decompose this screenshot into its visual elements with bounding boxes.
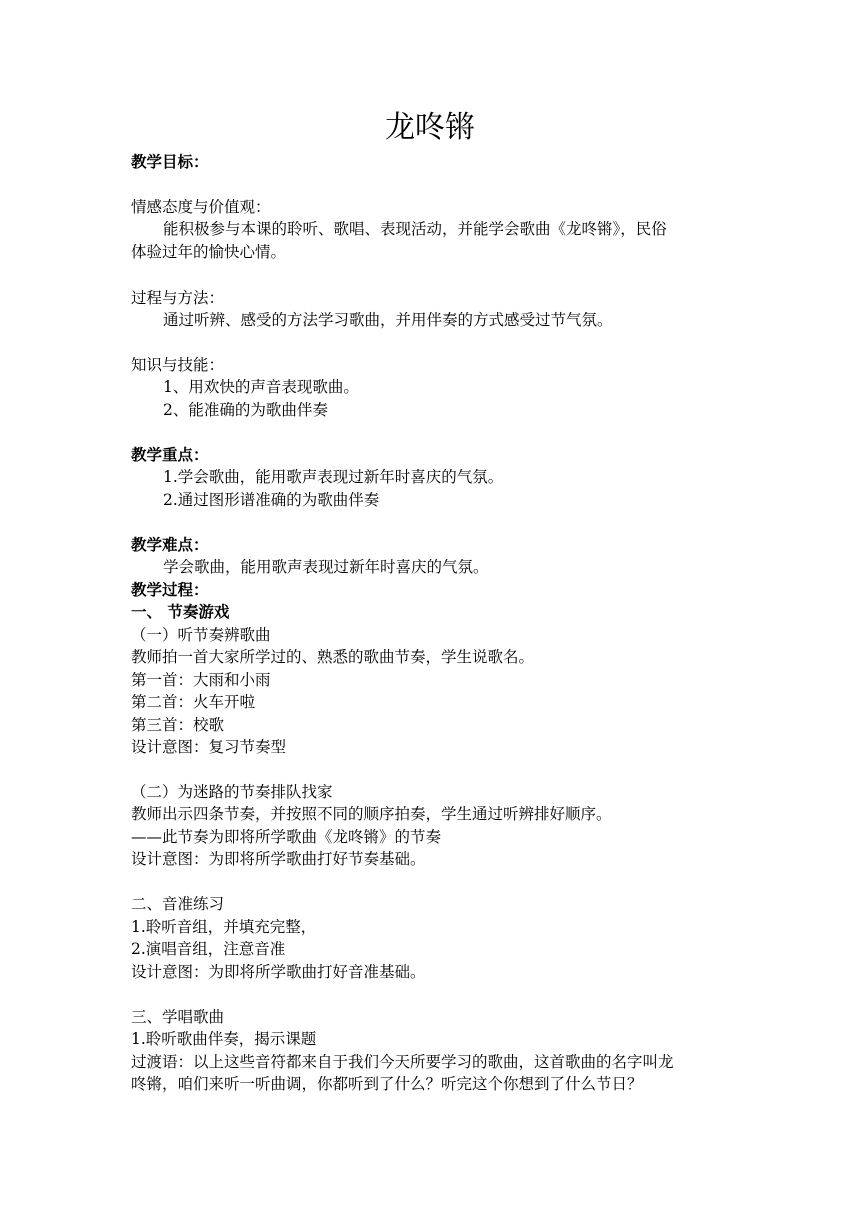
part1-sub2-heading: （二）为迷路的节奏排队找家 <box>131 783 333 801</box>
design-intent-3: 设计意图：为即将所学歌曲打好音准基础。 <box>131 963 426 981</box>
part3-item-1: 1.聆听歌曲伴奏，揭示课题 <box>131 1030 317 1048</box>
design-intent-2: 设计意图：为即将所学歌曲打好节奏基础。 <box>131 850 426 868</box>
part1-sub1-text: 教师拍一首大家所学过的、熟悉的歌曲节奏，学生说歌名。 <box>131 648 535 666</box>
emotion-text-line-2: 体验过年的愉快心情。 <box>131 243 287 261</box>
part1-sub2-note: ——此节奏为即将所学歌曲《龙咚锵》的节奏 <box>131 828 442 846</box>
transition-line-2: 咚锵，咱们来听一听曲调，你都听到了什么？听完这个你想到了什么节日？ <box>131 1075 643 1093</box>
goals-heading: 教学目标： <box>131 152 209 171</box>
document-title: 龙咚锵 <box>385 110 475 145</box>
part3-heading: 三、学唱歌曲 <box>131 1008 225 1026</box>
song-item-2: 第二首：火车开啦 <box>131 693 256 711</box>
skills-item-1: 1、用欢快的声音表现歌曲。 <box>163 378 359 396</box>
key-points-item-2: 2.通过图形谱准确的为歌曲伴奏 <box>163 491 380 509</box>
emotion-text-line-1: 能积极参与本课的聆听、歌唱、表现活动，并能学会歌曲《龙咚锵》，民俗 <box>163 220 667 238</box>
design-intent-1: 设计意图：复习节奏型 <box>131 738 287 756</box>
difficulty-text: 学会歌曲，能用歌声表现过新年时喜庆的气氛。 <box>163 558 489 576</box>
song-item-3: 第三首：校歌 <box>131 716 225 734</box>
skills-heading: 知识与技能： <box>131 356 225 374</box>
key-points-item-1: 1.学会歌曲，能用歌声表现过新年时喜庆的气氛。 <box>163 468 504 486</box>
part1-sub1-heading: （一）听节奏辨歌曲 <box>131 626 271 644</box>
transition-line-1: 过渡语：以上这些音符都来自于我们今天所要学习的歌曲，这首歌曲的名字叫龙 <box>131 1053 674 1071</box>
process-method-heading: 过程与方法： <box>131 289 225 307</box>
skills-item-2: 2、能准确的为歌曲伴奏 <box>163 401 328 419</box>
part1-heading: 一、 节奏游戏 <box>131 602 230 621</box>
procedure-heading: 教学过程： <box>131 580 209 599</box>
part1-sub2-text: 教师出示四条节奏，并按照不同的顺序拍奏，学生通过听辨排好顺序。 <box>131 805 612 823</box>
song-item-1: 第一首：大雨和小雨 <box>131 671 271 689</box>
key-points-heading: 教学重点： <box>131 445 209 464</box>
part2-item-1: 1.聆听音组，并填充完整， <box>131 918 317 936</box>
part2-item-2: 2.演唱音组，注意音准 <box>131 940 286 958</box>
process-method-text: 通过听辨、感受的方法学习歌曲，并用伴奏的方式感受过节气氛。 <box>163 311 613 329</box>
emotion-heading: 情感态度与价值观： <box>131 198 271 216</box>
difficulty-heading: 教学难点： <box>131 535 209 554</box>
part2-heading: 二、音准练习 <box>131 895 225 913</box>
